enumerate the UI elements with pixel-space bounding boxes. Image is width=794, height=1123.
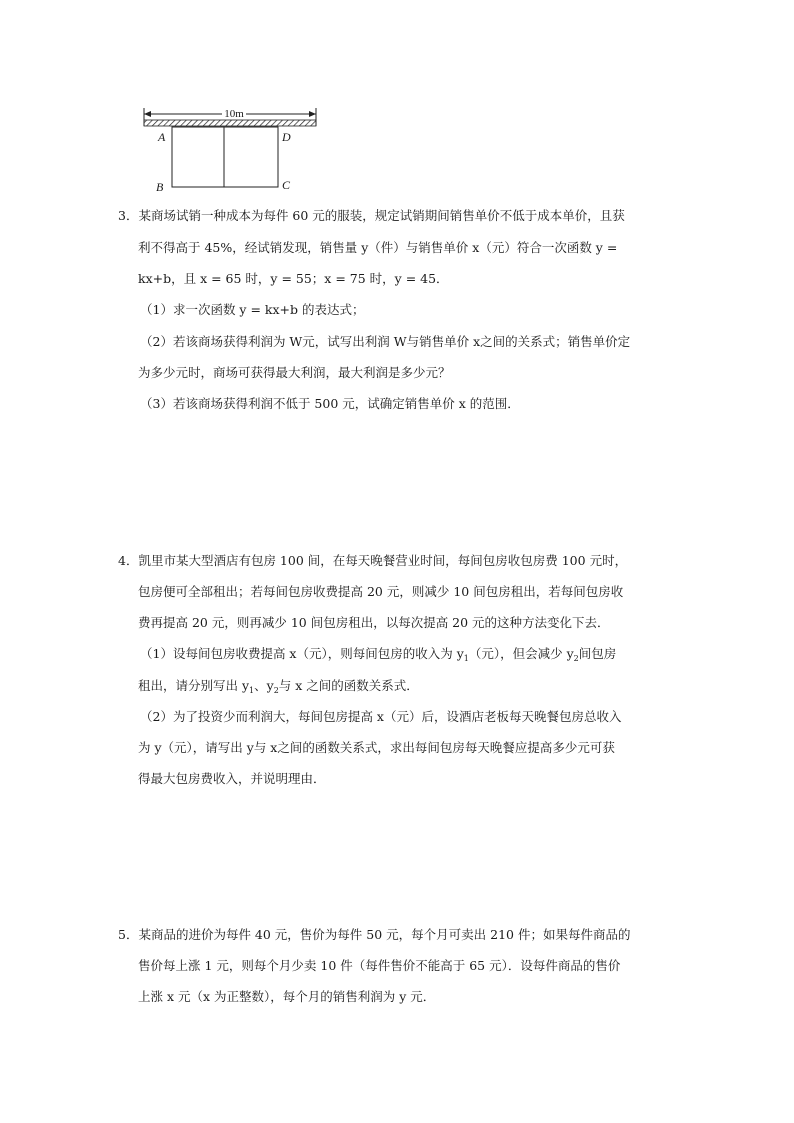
q4-line-2: 包房便可全部租出；若每间包房收费提高 20 元，则减少 10 间包房租出，若每间包房收	[138, 584, 624, 599]
q4-part-2a: （2）为了投资少而利润大，每间包房提高 x（元）后，设酒店老板每天晚餐包房总收入	[140, 709, 622, 724]
point-b-label: B	[156, 180, 164, 194]
q4-p1a-text2: （元），但会减少 y	[468, 646, 574, 661]
q4-p1a-text1: （1）设每间包房收费提高 x（元），则每间包房的收入为 y	[140, 646, 464, 661]
q5-line-1: 5．某商品的进价为每件 40 元，售价为每件 50 元，每个月可卖出 210 件；如果每件商品的	[118, 927, 631, 942]
q4-p1b-text2: 、y	[254, 678, 274, 693]
q4-p1a-sub2: 2	[573, 654, 579, 663]
point-a-label: A	[158, 130, 166, 144]
q4-p1a-sub1: 1	[463, 654, 469, 663]
q4-p1b-text1: 租出，请分别写出 y	[138, 678, 250, 693]
q3-line-3: kx+b，且 x = 65 时，y = 55；x = 75 时，y = 45．	[138, 271, 449, 286]
q4-line-3: 费再提高 20 元，则再减少 10 间包房租出，以每次提高 20 元的这种方法变化下去．	[138, 615, 610, 630]
q3-line-1: 3．某商场试销一种成本为每件 60 元的服装，规定试销期间销售单价不低于成本单价，且获	[118, 208, 625, 223]
q3-part-1: （1）求一次函数 y = kx+b 的表达式；	[140, 302, 365, 317]
wall-fence-figure	[138, 100, 328, 200]
q4-line-1: 4．凯里市某大型酒店有包房 100 间，在每天晚餐营业时间，每间包房收包房费 100 元时，	[118, 553, 628, 568]
q5-line-2: 售价每上涨 1 元，则每个月少卖 10 件（每件售价不能高于 65 元）．设每件商品的售价	[138, 958, 621, 973]
q4-part-1a	[140, 646, 616, 667]
q4-part-2c: 得最大包房费收入，并说明理由．	[138, 771, 326, 786]
dimension-label: 10m	[224, 108, 244, 120]
q4-p1b-text3: 与 x 之间的函数关系式．	[278, 678, 419, 693]
wall-hatch	[144, 120, 316, 126]
q3-part-2a: （2）若该商场获得利润为 W元，试写出利润 W与销售单价 x之间的关系式；销售单价定	[140, 334, 631, 349]
q4-p1b-sub1: 1	[249, 686, 255, 695]
q3-line-2: 利不得高于 45%，经试销发现，销售量 y（件）与销售单价 x（元）符合一次函数 y =	[138, 240, 618, 255]
point-d-label: D	[282, 130, 291, 144]
q5-line-3: 上涨 x 元（x 为正整数），每个月的销售利润为 y 元．	[138, 989, 436, 1004]
fence-rectangle	[172, 127, 278, 187]
fence-diagram	[138, 100, 328, 200]
point-c-label: C	[282, 178, 291, 192]
q3-part-2b: 为多少元时，商场可获得最大利润，最大利润是多少元？	[138, 365, 451, 380]
q4-p1a-text3: 间包房	[578, 646, 617, 661]
q4-part-2b: 为 y（元），请写出 y与 x之间的函数关系式，求出每间包房每天晚餐应提高多少元可获	[138, 740, 615, 755]
q4-part-1b	[138, 678, 419, 699]
q4-p1b-sub2: 2	[273, 686, 279, 695]
q3-part-3: （3）若该商场获得利润不低于 500 元，试确定销售单价 x 的范围．	[140, 396, 520, 411]
